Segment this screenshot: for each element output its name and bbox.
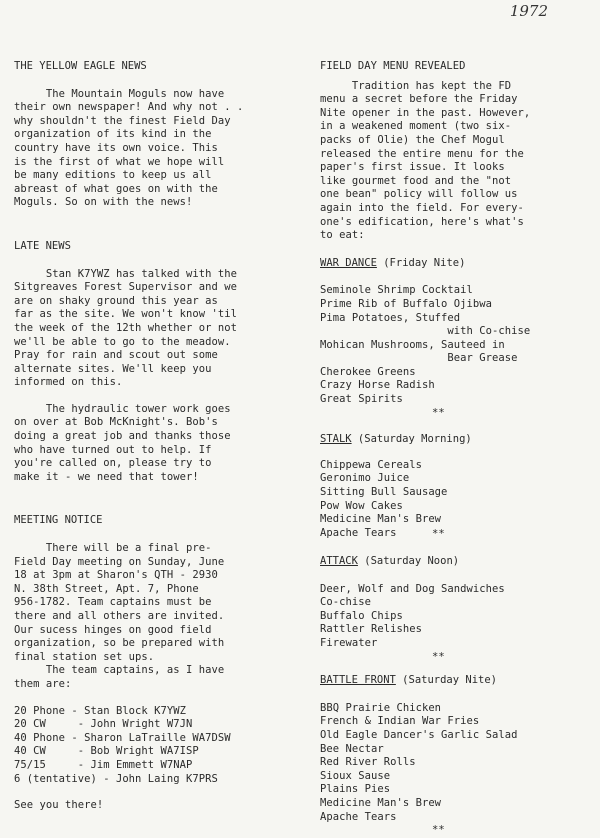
meeting-notice-heading: MEETING NOTICE <box>14 514 103 527</box>
menu-heading: FIELD DAY MENU REVEALED <box>320 60 466 72</box>
captain-item: 40 CW - Bob Wright WA7ISP <box>14 745 199 758</box>
meal-war-dance <box>320 257 592 421</box>
late-news-para-2: The hydraulic tower work goes on over at Bob McKnight's. Bob's doing a great job and thanks those who have turned out to help. If you're called on, please try to make it - we need that tower! <box>14 402 231 483</box>
meal-stalk <box>320 433 592 542</box>
meal-battle-front <box>320 674 592 838</box>
captain-item: 20 CW - John Wright W7JN <box>14 718 193 731</box>
meal-title: WAR DANCE <box>320 256 377 269</box>
meal-heading <box>320 257 592 271</box>
menu-intro: Tradition has kept the FD menu a secret before the Friday Nite opener in the past. However, in a weakened moment (two six- packs of Olie) the Chef Mogul released the entire menu for the paper's first issue. It looks like gourmet food and the "not one bean" policy will follow us again into the field. For every- one's edification, here's what's to eat: <box>320 79 531 242</box>
meal-title: STALK <box>320 433 352 446</box>
meal-time: (Saturday Morning) <box>351 433 472 446</box>
section-separator-stars: ** <box>432 528 445 541</box>
meal-time: (Saturday Nite) <box>395 674 498 687</box>
left-column <box>14 60 286 813</box>
meal-time: (Friday Nite) <box>376 256 466 269</box>
meal-heading <box>320 555 592 569</box>
late-news-para-1: Stan K7YWZ has talked with the Sitgreaves Forest Supervisor and we are on shaky ground this year as far as the site. We won't know 'til the week of the 12th whether or not we'll be able to go to the meadow. Pray for rain and scout out some alternate sites. We'll keep you informed on this. <box>14 267 238 389</box>
captain-item: 40 Phone - Sharon LaTraille WA7DSW <box>14 731 231 744</box>
meal-heading <box>320 433 592 447</box>
yellow-eagle-body: The Mountain Moguls now have their own newspaper! And why not . . why shouldn't the finest Field Day organization of its kind in the country have its own voice. This is the first of what we hope will be many editions to keep us all abreast of what goes on with the Moguls. So on with the news! <box>14 87 244 209</box>
meal-title: BATTLE FRONT <box>320 674 396 687</box>
meal-items: Deer, Wolf and Dog Sandwiches Co-chise Buffalo Chips Rattler Relishes Firewater <box>320 582 505 649</box>
meal-items: Chippewa Cereals Geronimo Juice Sitting Bull Sausage Pow Wow Cakes Medicine Man's Brew Apache Tears <box>320 458 448 539</box>
meal-time: (Saturday Noon) <box>357 555 460 567</box>
meal-title: ATTACK <box>320 555 358 567</box>
meeting-notice-body: There will be a final pre- Field Day meeting on Sunday, June 18 at 3pm at Sharon's QTH - 2930 N. 38th Street, Apt. 7, Phone 956-1782. Team captains must be there and all others are invited. Our sucess hinges on good field organization, so be prepared with final station set ups. The team captains, as I have them are: <box>14 542 225 690</box>
meal-items: Seminole Shrimp Cocktail Prime Rib of Buffalo Ojibwa Pima Potatoes, Stuffed with Co-chise Mohican Mushrooms, Sauteed in Bear Grease Cherokee Greens Crazy Horse Radish Great Spirits <box>320 284 531 406</box>
team-captains-list <box>14 705 286 787</box>
right-column <box>320 60 592 838</box>
meal-heading <box>320 674 592 688</box>
meeting-closing: See you there! <box>14 799 104 812</box>
yellow-eagle-heading: THE YELLOW EAGLE NEWS <box>14 60 147 72</box>
meal-items: BBQ Prairie Chicken French & Indian War Fries Old Eagle Dancer's Garlic Salad Bee Nectar Red River Rolls Sioux Sause Plains Pies Medicine Man's Brew Apache Tears <box>320 701 518 823</box>
meal-attack <box>320 555 592 664</box>
section-separator-stars: ** <box>432 650 445 663</box>
section-separator-stars: ** <box>432 824 445 837</box>
captain-item: 75/15 - Jim Emmett W7NAP <box>14 758 193 771</box>
late-news-heading: LATE NEWS <box>14 239 71 252</box>
captain-item: 20 Phone - Stan Block K7YWZ <box>14 704 187 717</box>
captain-item: 6 (tentative) - John Laing K7PRS <box>14 772 218 785</box>
section-separator-stars: ** <box>432 406 445 419</box>
year-handwritten-note: 1972 <box>509 2 548 20</box>
